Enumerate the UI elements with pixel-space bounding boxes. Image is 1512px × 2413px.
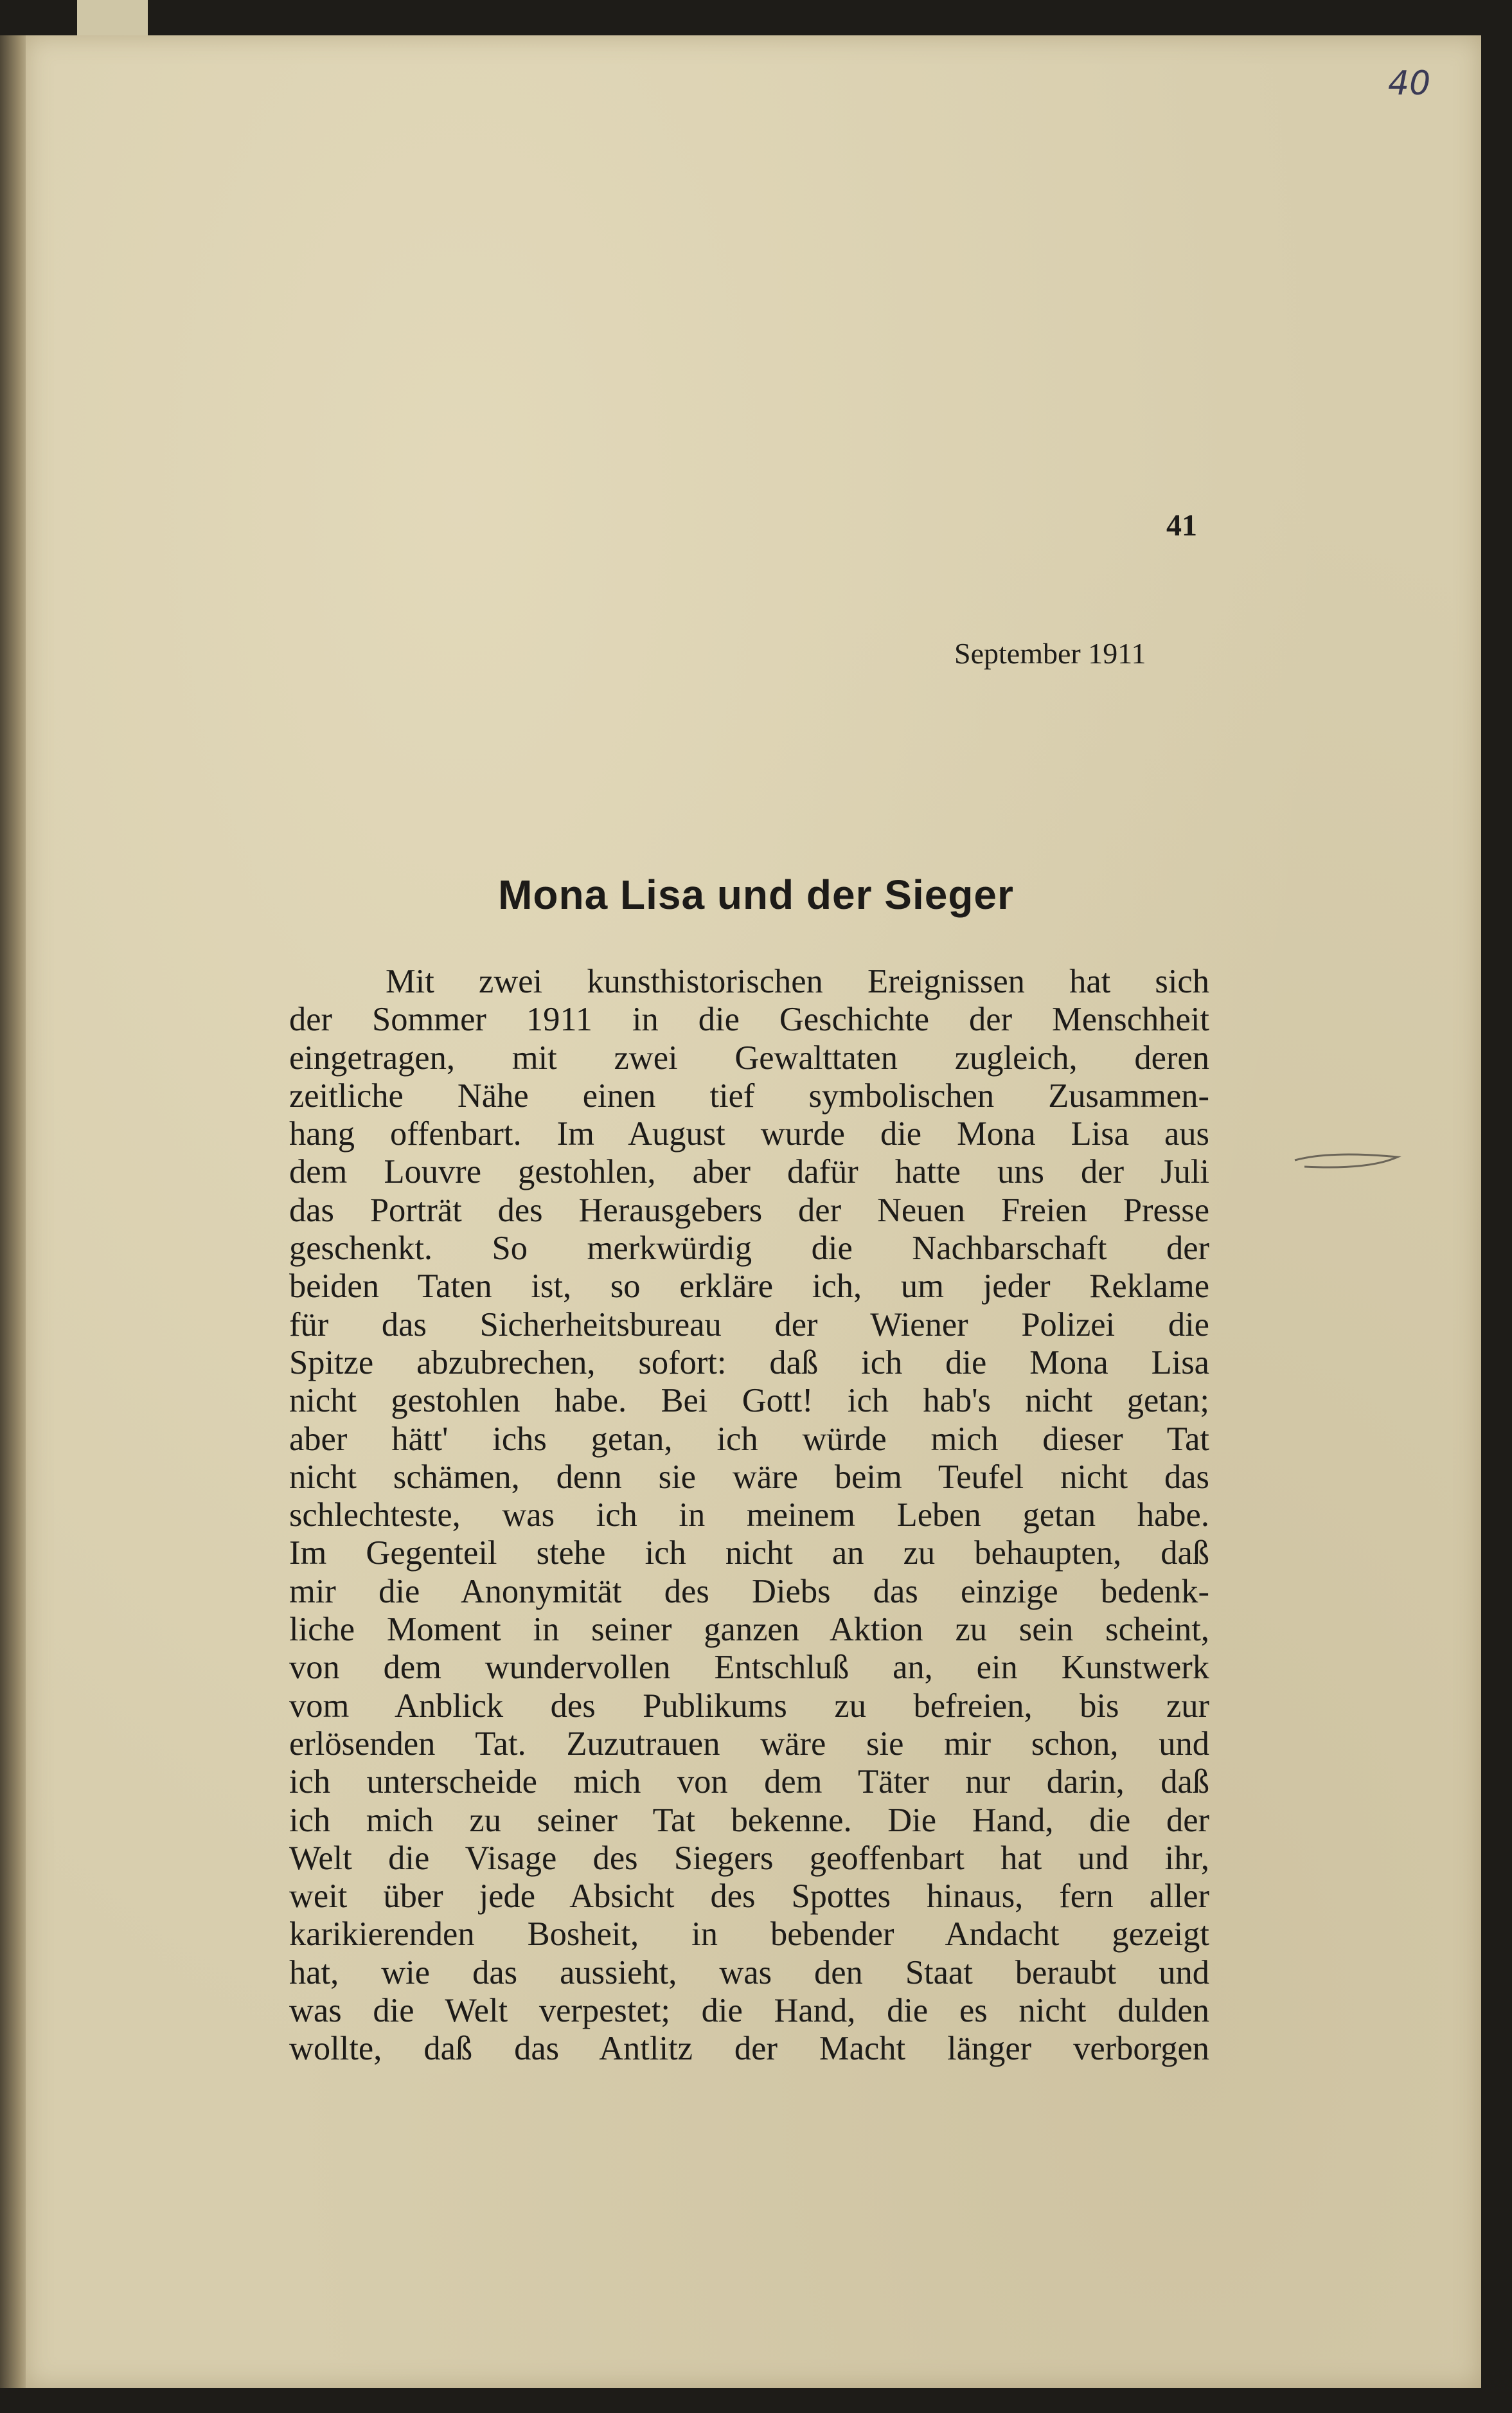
body-line: zeitliche Nähe einen tief symbolischen Zusammen-: [289, 1077, 1209, 1115]
body-line: Mit zwei kunsthistorischen Ereignissen hat sich: [386, 963, 1209, 1000]
body-line: hang offenbart. Im August wurde die Mona Lisa aus: [289, 1115, 1209, 1153]
body-line: Im Gegenteil stehe ich nicht an zu behaupten, daß: [289, 1534, 1209, 1572]
body-line: Spitze abzubrechen, sofort: daß ich die Mona Lisa: [289, 1343, 1209, 1381]
body-line: schlechteste, was ich in meinem Leben getan habe.: [289, 1496, 1209, 1534]
article-title: Mona Lisa und der Sieger: [498, 872, 1014, 918]
body-line: Welt die Visage des Siegers geoffenbart hat und ihr,: [289, 1839, 1209, 1877]
handwritten-page-number: 40: [1388, 64, 1431, 103]
paper-tab: [77, 0, 148, 39]
body-line: dem Louvre gestohlen, aber dafür hatte uns der Juli: [289, 1153, 1209, 1191]
body-line: mir die Anonymität des Diebs das einzige bedenk-: [289, 1572, 1209, 1610]
body-line: für das Sicherheitsbureau der Wiener Polizei die: [289, 1305, 1209, 1343]
body-line: nicht schämen, denn sie wäre beim Teufel nicht das: [289, 1458, 1209, 1496]
body-line: ich mich zu seiner Tat bekenne. Die Hand, die der: [289, 1801, 1209, 1839]
body-line: der Sommer 1911 in die Geschichte der Menschheit: [289, 1001, 1209, 1039]
body-line: ich unterscheide mich von dem Täter nur darin, daß: [289, 1763, 1209, 1801]
body-line: hat, wie das aussieht, was den Staat beraubt und: [289, 1953, 1209, 1991]
body-line: vom Anblick des Publikums zu befreien, bis zur: [289, 1687, 1209, 1725]
body-line: geschenkt. So merkwürdig die Nachbarschaft der: [289, 1230, 1209, 1268]
body-line: wollte, daß das Antlitz der Macht länger verborgen: [289, 2030, 1209, 2068]
body-line: eingetragen, mit zwei Gewalttaten zugleich, deren: [289, 1039, 1209, 1077]
page-number: 41: [1166, 508, 1197, 543]
pencil-mark-icon: [1292, 1147, 1407, 1186]
body-line: aber hätt' ichs getan, ich würde mich dieser Tat: [289, 1420, 1209, 1458]
body-line: nicht gestohlen habe. Bei Gott! ich hab's nicht getan;: [289, 1382, 1209, 1420]
body-line: beiden Taten ist, so erkläre ich, um jeder Reklame: [289, 1268, 1209, 1305]
body-line: weit über jede Absicht des Spottes hinaus, fern aller: [289, 1878, 1209, 1915]
body-line: was die Welt verpestet; die Hand, die es nicht dulden: [289, 1992, 1209, 2030]
body-line: von dem wundervollen Entschluß an, ein Kunstwerk: [289, 1649, 1209, 1687]
article-body: [289, 963, 1209, 2068]
body-line: liche Moment in seiner ganzen Aktion zu sein scheint,: [289, 1611, 1209, 1649]
body-line: erlösenden Tat. Zuzutrauen wäre sie mir schon, und: [289, 1725, 1209, 1763]
date-line: September 1911: [954, 637, 1146, 670]
body-line: karikierenden Bosheit, in bebender Andacht gezeigt: [289, 1915, 1209, 1953]
body-line: das Porträt des Herausgebers der Neuen Freien Presse: [289, 1191, 1209, 1229]
